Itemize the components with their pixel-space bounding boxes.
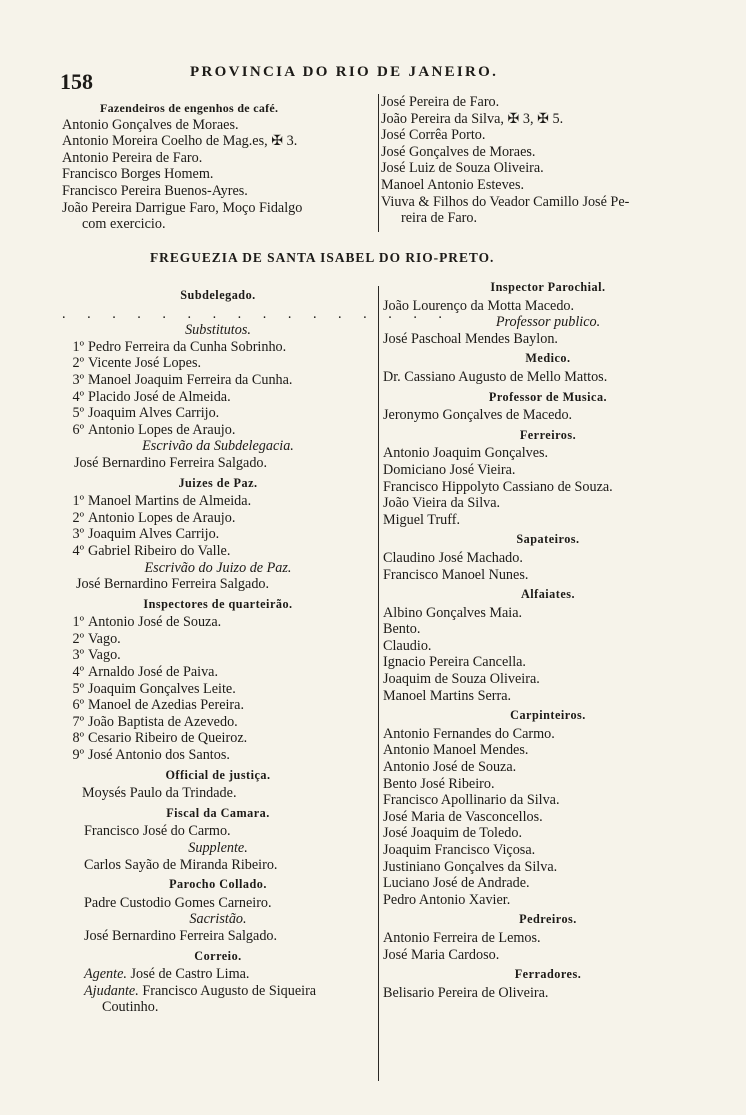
list-item: Francisco José do Carmo. [84,823,231,840]
list-item: 3º Vago. [72,647,121,664]
list-item: 4º Placido José de Almeida. [72,388,231,405]
list-item: Belisario Pereira de Oliveira. [383,984,549,1001]
list-item: Albino Gonçalves Maia. [383,604,523,621]
list-item: José Luiz de Souza Oliveira. [381,160,544,177]
alfaiates-heading: Alfaiates. [520,587,576,602]
running-title: PROVINCIA DO RIO DE JANEIRO. [190,64,499,80]
inspectores-heading: Inspectores de quarteirão. [143,596,293,611]
list-item: Claudino José Machado. [383,549,523,566]
list-item: 9º José Antonio dos Santos. [72,747,230,764]
list-item: Pedro Antonio Xavier. [383,891,511,908]
list-item: Manoel Martins Serra. [383,687,512,704]
list-item: Manoel Antonio Esteves. [381,176,525,193]
list-item: João Lourenço da Motta Macedo. [383,297,575,314]
list-item: Joaquim Francisco Viçosa. [383,842,536,858]
list-item: José Corrêa Porto. [381,127,486,144]
list-item: Joaquim de Souza Oliveira. [383,671,540,688]
list-item: 1º Manoel Martins de Almeida. [72,493,252,510]
fiscal-heading: Fiscal da Camara. [166,805,270,820]
list-item: Viuva & Filhos do Veador Camillo José Pe- [381,193,630,210]
medico-heading: Medico. [525,351,571,366]
list-item: Coutinho. [102,999,159,1016]
correio-heading: Correio. [194,948,242,963]
fazendeiros-heading: Fazendeiros de engenhos de café. [100,101,279,115]
top-left-column [62,100,372,233]
list-item: Dr. Cassiano Augusto de Mello Mattos. [383,368,608,385]
list-item: Antonio Pereira de Faro. [62,149,203,166]
list-item: Francisco Manoel Nunes. [383,566,529,583]
list-item: José Pereira de Faro. [381,94,500,110]
list-item: José Gonçalves de Moraes. [381,143,536,160]
list-item: Antonio Joaquim Gonçalves. [383,445,549,462]
list-item: José Bernardino Ferreira Salgado. [76,576,270,593]
dotted-leader: . . . . . . . . . . . . . . . . [62,305,451,322]
list-item: Moysés Paulo da Trindade. [82,785,237,802]
list-item: José Maria Cardoso. [383,946,500,963]
list-item: Antonio Moreira Coelho de Mag.es, ✠ 3. [62,133,298,150]
list-item: Carlos Sayão de Miranda Ribeiro. [84,856,278,873]
list-item: Francisco Hippolyto Cassiano de Souza. [383,478,613,495]
sacristao-heading: Sacristão. [189,911,247,928]
list-item: 2º Vago. [72,630,121,647]
pedreiros-heading: Pedreiros. [519,912,577,927]
list-item: 8º Cesario Ribeiro de Queiroz. [72,730,248,747]
list-item: 6º Antonio Lopes de Araujo. [72,421,236,438]
top-right-column [378,94,711,232]
list-item: José Bernardino Ferreira Salgado. [84,927,278,944]
carpinteiros-heading: Carpinteiros. [510,708,586,723]
list-item: Francisco Pereira Buenos-Ayres. [62,182,248,199]
list-item: Justiniano Gonçalves da Silva. [383,858,558,875]
list-item: com exercicio. [82,216,166,233]
parocho-heading: Parocho Collado. [169,877,267,892]
list-item: reira de Faro. [401,210,478,227]
list-item: 3º Joaquim Alves Carrijo. [72,526,220,543]
list-item: João Pereira da Silva, ✠ 3, ✠ 5. [381,110,564,127]
list-item: Miguel Truff. [383,511,460,528]
sapateiros-heading: Sapateiros. [516,532,580,547]
list-item: Domiciano José Vieira. [383,461,516,478]
list-item: Antonio Gonçalves de Moraes. [62,116,239,133]
right-column [383,276,713,1001]
list-item: Luciano José de Andrade. [383,875,530,892]
list-item: 4º Gabriel Ribeiro do Valle. [72,542,231,559]
supplente-heading: Supplente. [188,840,248,856]
list-item: Ajudante. Francisco Augusto de Siqueira [84,982,317,999]
ferreiros-heading: Ferreiros. [519,427,577,442]
list-item: 2º Vicente José Lopes. [72,355,202,372]
musica-heading: Professor de Musica. [488,389,608,404]
substitutos-heading: Substitutos. [185,322,251,339]
list-item: Antonio José de Souza. [383,759,517,776]
escrivao-subdelegacia-heading: Escrivão da Subdelegacia. [142,438,294,455]
page-number: 158 [60,69,93,94]
list-item: João Vieira da Silva. [383,495,501,512]
list-item: José Maria de Vasconcellos. [383,808,543,825]
section-title: FREGUEZIA DE SANTA ISABEL DO RIO-PRETO. [150,250,495,265]
list-item: Agente. José de Castro Lima. [84,966,250,983]
juizes-heading: Juizes de Paz. [178,475,258,490]
professor-heading: Professor publico. [495,314,601,331]
list-item: Jeronymo Gonçalves de Macedo. [383,407,573,424]
list-item: Bento. [383,621,421,638]
list-item: João Pereira Darrigue Faro, Moço Fidalgo [62,199,303,216]
list-item: 6º Manoel de Azedias Pereira. [72,697,244,714]
list-item: Francisco Apollinario da Silva. [383,792,560,809]
list-item: 4º Arnaldo José de Paiva. [72,664,219,681]
list-item: 3º Manoel Joaquim Ferreira da Cunha. [72,371,293,388]
inspector-parochial-heading: Inspector Parochial. [490,280,606,294]
list-item: Francisco Borges Homem. [62,166,214,183]
list-item: José Bernardino Ferreira Salgado. [74,454,268,471]
escrivao-juizo-heading: Escrivão do Juizo de Paz. [144,559,292,576]
list-item: Antonio Fernandes do Carmo. [383,725,555,742]
official-heading: Official de justiça. [165,767,271,782]
list-item: Antonio Ferreira de Lemos. [383,929,541,946]
subdelegado-heading: Subdelegado. [180,288,256,302]
list-item: 5º Joaquim Gonçalves Leite. [72,680,236,697]
list-item: 1º Antonio José de Souza. [72,614,222,631]
list-item: Antonio Manoel Mendes. [383,742,529,759]
list-item: José Joaquim de Toledo. [383,825,523,842]
list-item: Ignacio Pereira Cancella. [383,654,526,671]
list-item: Bento José Ribeiro. [383,775,495,792]
list-item: José Paschoal Mendes Baylon. [383,330,558,347]
list-item: 2º Antonio Lopes de Araujo. [72,509,236,526]
column-divider [378,286,379,1081]
ferradores-heading: Ferradores. [514,967,582,982]
list-item: 5º Joaquim Alves Carrijo. [72,405,220,422]
list-item: 7º João Baptista de Azevedo. [72,713,238,730]
list-item: Claudio. [383,637,432,654]
list-item: Padre Custodio Gomes Carneiro. [84,894,272,911]
list-item: 1º Pedro Ferreira da Cunha Sobrinho. [72,338,287,355]
